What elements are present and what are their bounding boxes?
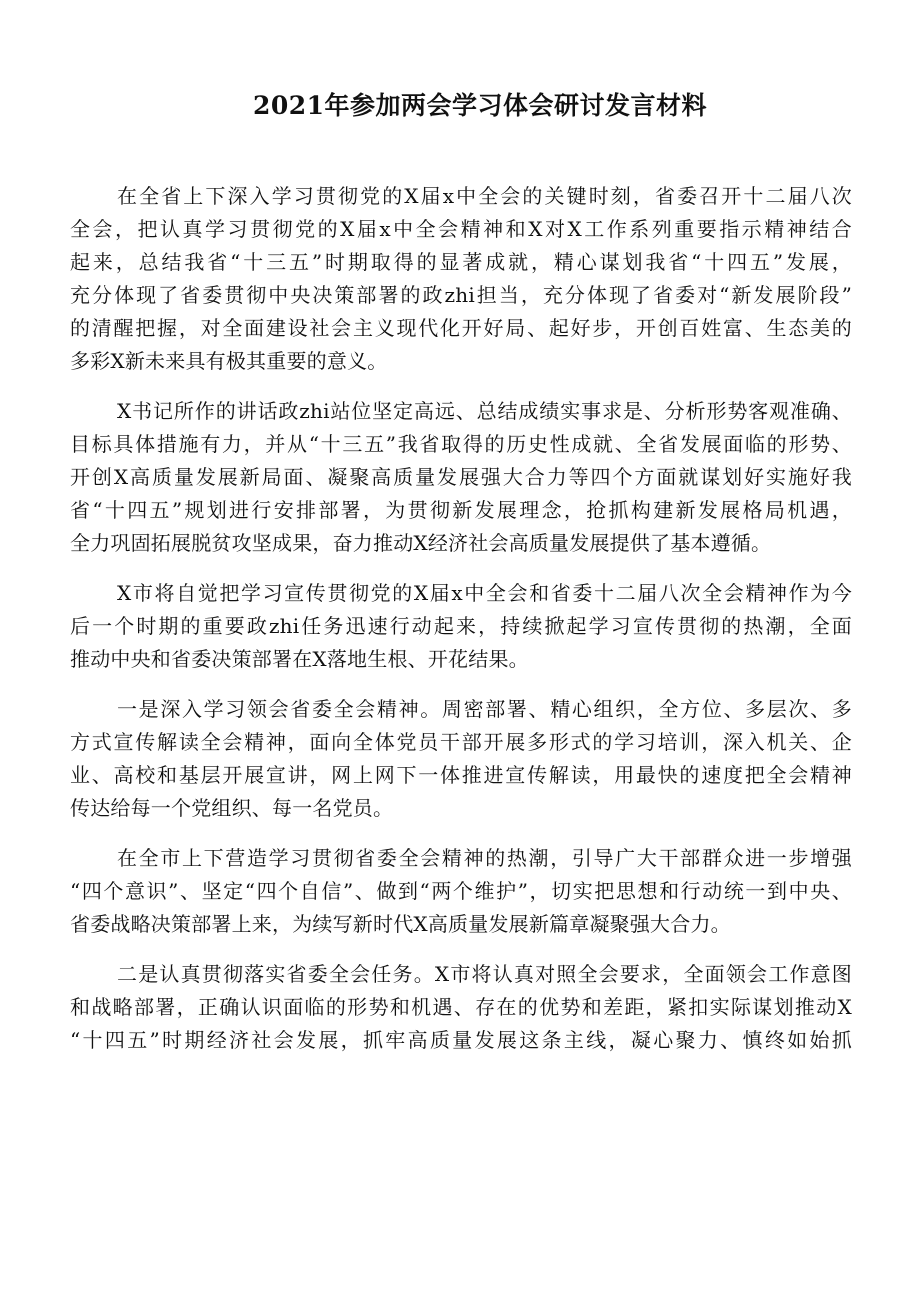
text-line: 在全市上下营造学习贯彻省委全会精神的热潮，引导广大干部群众进一步增强 [117, 846, 852, 870]
text-line: 起来，总结我省“十三五”时期取得的显著成就，精心谋划我省“十四五”发展， [70, 250, 852, 274]
text-line: 和战略部署，正确认识面临的形势和机遇、存在的优势和差距，紧扣实际谋划推动X [70, 995, 852, 1019]
text-line: 省委战略决策部署上来，为续写新时代X高质量发展新篇章凝聚强大合力。 [70, 912, 731, 936]
text-line: 开创X高质量发展新局面、凝聚高质量发展强大合力等四个方面就谋划好实施好我 [70, 465, 852, 489]
text-line: 目标具体措施有力，并从“十三五”我省取得的历史性成就、全省发展面临的形势、 [70, 432, 852, 456]
text-line: 在全省上下深入学习贯彻党的X届x中全会的关键时刻，省委召开十二届八次 [117, 184, 852, 208]
text-line: 后一个时期的重要政zhi任务迅速行动起来，持续掀起学习宣传贯彻的热潮，全面 [70, 614, 852, 638]
document-title: 2021年参加两会学习体会研讨发言材料 [252, 91, 708, 120]
text-line: “十四五”时期经济社会发展，抓牢高质量发展这条主线，凝心聚力、慎终如始抓 [70, 1028, 852, 1052]
text-line: 多彩X新未来具有极其重要的意义。 [70, 349, 388, 373]
text-line: X市将自觉把学习宣传贯彻党的X届x中全会和省委十二届八次全会精神作为今 [117, 581, 852, 605]
text-line: 方式宣传解读全会精神，面向全体党员干部开展多形式的学习培训，深入机关、企 [70, 730, 852, 754]
text-line: 推动中央和省委决策部署在X落地生根、开花结果。 [70, 647, 529, 671]
text-line: 的清醒把握，对全面建设社会主义现代化开好局、起好步，开创百姓富、生态美的 [70, 316, 852, 340]
text-line: 传达给每一个党组织、每一名党员。 [70, 796, 394, 820]
text-line: 全力巩固拓展脱贫攻坚成果，奋力推动X经济社会高质量发展提供了基本遵循。 [70, 531, 772, 555]
text-line: 一是深入学习领会省委全会精神。周密部署、精心组织，全方位、多层次、多 [117, 697, 852, 721]
text-line: 业、高校和基层开展宣讲，网上网下一体推进宣传解读，用最快的速度把全会精神 [70, 763, 852, 787]
text-line: 省“十四五”规划进行安排部署，为贯彻新发展理念，抢抓构建新发展格局机遇， [70, 498, 852, 522]
text-line: X书记所作的讲话政zhi站位坚定高远、总结成绩实事求是、分析形势客观准确、 [117, 399, 852, 423]
text-line: 二是认真贯彻落实省委全会任务。X市将认真对照全会要求，全面领会工作意图 [117, 962, 852, 986]
text-line: 全会，把认真学习贯彻党的X届x中全会精神和X对X工作系列重要指示精神结合 [70, 217, 852, 241]
text-line: “四个意识”、坚定“四个自信”、做到“两个维护”，切实把思想和行动统一到中央、 [70, 879, 852, 903]
text-line: 充分体现了省委贯彻中央决策部署的政zhi担当，充分体现了省委对“新发展阶段” [70, 283, 852, 307]
